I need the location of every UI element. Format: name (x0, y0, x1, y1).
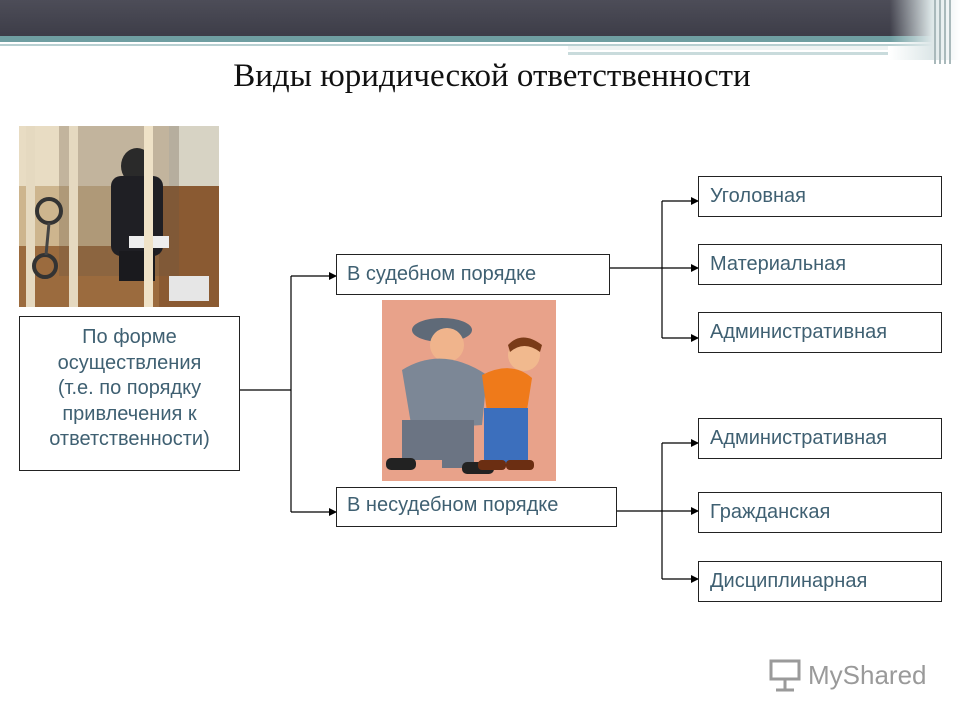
root-line-5: ответственности) (49, 428, 210, 450)
administrative-box-1 (698, 312, 942, 353)
disciplinary-label: Дисциплинарная (710, 570, 868, 592)
material-label: Материальная (710, 253, 847, 275)
root-line-4: привлечения к (62, 402, 197, 425)
civil-box (698, 492, 942, 533)
courtroom-photo (19, 126, 219, 307)
slide-title: Виды юридической ответственности (233, 58, 751, 94)
disciplinary-box (698, 561, 942, 602)
material-box (698, 244, 942, 285)
administrative-label-2: Административная (710, 427, 888, 449)
criminal-label: Уголовная (710, 185, 806, 207)
administrative-box-2 (698, 418, 942, 459)
root-line-1: По форме (82, 326, 177, 348)
extrajudicial-box (336, 487, 617, 527)
judicial-label: В судебном порядке (347, 263, 537, 285)
administrative-label-1: Административная (710, 321, 888, 343)
civil-label: Гражданская (710, 501, 831, 523)
arrest-cartoon (382, 300, 556, 481)
criminal-box (698, 176, 942, 217)
root-line-3: (т.е. по порядку (57, 377, 202, 399)
root-line-2: осуществления (57, 351, 202, 374)
presentation-icon (768, 658, 802, 692)
watermark-text: MyShared (808, 659, 927, 690)
extrajudicial-label: В несудебном порядке (347, 494, 559, 516)
watermark (768, 656, 927, 694)
root-box (19, 316, 240, 471)
judicial-box (336, 254, 610, 295)
